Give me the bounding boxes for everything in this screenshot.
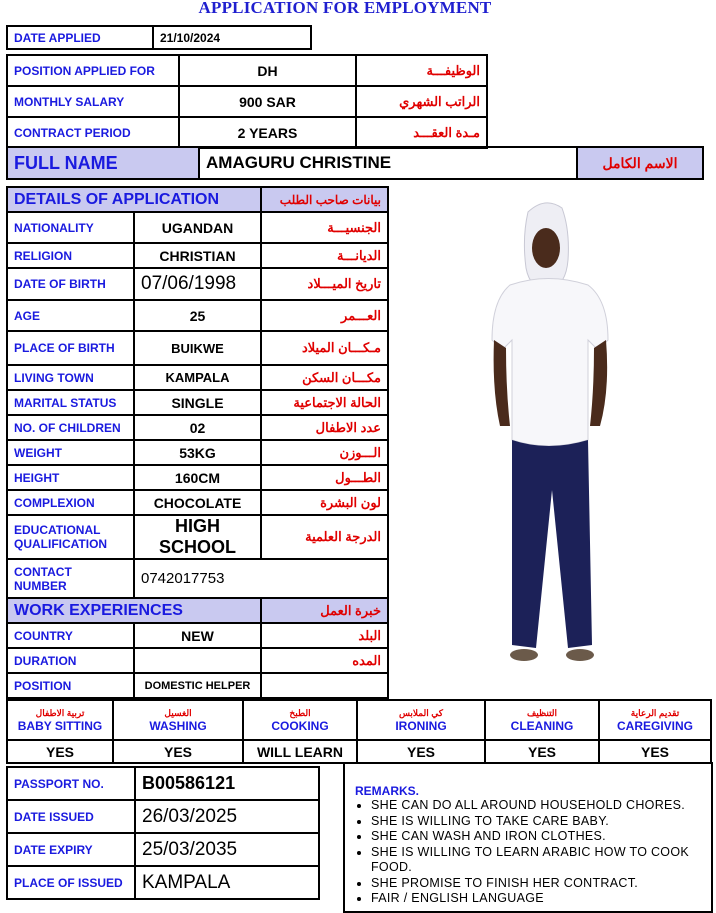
details-table (6, 186, 389, 599)
skill-header-baby-sitting (7, 700, 113, 740)
remark-item: • SHE IS WILLING TO TAKE CARE BABY. (371, 814, 703, 830)
skill-en: BABY SITTING (17, 718, 103, 733)
nationality-value: UGANDAN (134, 212, 261, 243)
skill-header-washing (113, 700, 243, 740)
page-title: APPLICATION FOR EMPLOYMENT (198, 0, 492, 17)
duration-label-ar: المده (261, 648, 388, 673)
age-label-ar: العـــمر (261, 300, 388, 331)
full-name-value: AMAGURU CHRISTINE (199, 147, 577, 179)
marital-status-label: MARITAL STATUS (7, 390, 134, 415)
skill-en: COOKING (271, 718, 329, 733)
nationality-label-ar: الجنسيـــة (261, 212, 388, 243)
skill-ar: تقديم الرعاية (630, 707, 680, 718)
contact-value: 0742017753 (134, 559, 261, 598)
education-label-ar: الدرجة العلمية (261, 515, 388, 559)
weight-label-ar: الـــوزن (261, 440, 388, 465)
date-applied-label: DATE APPLIED (7, 26, 153, 49)
contract-label: CONTRACT PERIOD (7, 117, 179, 148)
date-issued-value: 26/03/2025 (135, 800, 319, 833)
skill-header-caregiving (599, 700, 711, 740)
children-label-ar: عدد الاطفال (261, 415, 388, 440)
details-header: DETAILS OF APPLICATION (7, 187, 261, 212)
children-label: NO. OF CHILDREN (7, 415, 134, 440)
remark-item: • SHE CAN WASH AND IRON CLOTHES. (371, 829, 703, 845)
remarks-list (355, 798, 703, 907)
marital-status-label-ar: الحالة الاجتماعية (261, 390, 388, 415)
date-issued-label: DATE ISSUED (7, 800, 135, 833)
skill-en: CLEANING (510, 718, 574, 733)
salary-label-ar: الراتب الشهري (356, 86, 487, 117)
details-header-ar: بيانات صاحب الطلب (261, 187, 388, 212)
country-value: NEW (134, 623, 261, 648)
height-value: 160CM (134, 465, 261, 490)
passport-table (6, 766, 320, 900)
contact-label: CONTACT NUMBER (7, 559, 134, 598)
remark-item: • SHE IS WILLING TO LEARN ARABIC HOW TO COOK FOOD. (371, 845, 703, 876)
work-header-ar: خبرة العمل (261, 598, 388, 623)
skill-ar: كي الملابس (398, 707, 444, 718)
skill-header-cleaning (485, 700, 599, 740)
skill-value-cleaning: YES (485, 740, 599, 763)
position-label: POSITION APPLIED FOR (7, 55, 179, 86)
remarks-box (343, 762, 713, 913)
place-of-birth-label-ar: مـكـــان الميلاد (261, 331, 388, 365)
full-name-label-ar: الاسم الكامل (577, 147, 703, 179)
complexion-label-ar: لون البشرة (261, 490, 388, 515)
duration-value (134, 648, 261, 673)
skill-en: WASHING (149, 718, 207, 733)
skill-value-caregiving: YES (599, 740, 711, 763)
work-position-label: POSITION (7, 673, 134, 698)
skill-en: IRONING (395, 718, 447, 733)
duration-label: DURATION (7, 648, 134, 673)
height-label: HEIGHT (7, 465, 134, 490)
date-applied-table (6, 25, 312, 50)
weight-value: 53KG (134, 440, 261, 465)
age-label: AGE (7, 300, 134, 331)
skill-value-ironing: YES (357, 740, 485, 763)
full-name-table (6, 146, 704, 180)
living-town-value: KAMPALA (134, 365, 261, 390)
age-value: 25 (134, 300, 261, 331)
applicant-photo (470, 190, 630, 680)
position-table (6, 54, 488, 149)
skill-header-cooking (243, 700, 357, 740)
skill-ar: الطبخ (289, 707, 311, 718)
contract-value: 2 YEARS (179, 117, 356, 148)
work-position-value: DOMESTIC HELPER (134, 673, 261, 698)
position-value: DH (179, 55, 356, 86)
date-expiry-label: DATE EXPIRY (7, 833, 135, 866)
position-label-ar: الوظيفـــة (356, 55, 487, 86)
marital-status-value: SINGLE (134, 390, 261, 415)
education-value: HIGH SCHOOL (134, 515, 261, 559)
skills-table (6, 699, 712, 764)
work-table (6, 597, 389, 699)
children-value: 02 (134, 415, 261, 440)
country-label: COUNTRY (7, 623, 134, 648)
country-label-ar: البلد (261, 623, 388, 648)
remark-item: • SHE PROMISE TO FINISH HER CONTRACT. (371, 876, 703, 892)
living-town-label-ar: مكـــان السكن (261, 365, 388, 390)
skill-ar: الغسيل (164, 707, 192, 718)
nationality-label: NATIONALITY (7, 212, 134, 243)
salary-label: MONTHLY SALARY (7, 86, 179, 117)
work-position-label-ar (261, 673, 388, 698)
weight-label: WEIGHT (7, 440, 134, 465)
skill-value-baby-sitting: YES (7, 740, 113, 763)
religion-label-ar: الديانـــة (261, 243, 388, 268)
religion-label: RELIGION (7, 243, 134, 268)
remark-item: • FAIR / ENGLISH LANGUAGE (371, 891, 703, 907)
place-issued-value: KAMPALA (135, 866, 319, 899)
contract-label-ar: مـدة العقـــد (356, 117, 487, 148)
place-of-birth-label: PLACE OF BIRTH (7, 331, 134, 365)
passport-no-value: B00586121 (135, 767, 319, 800)
date-expiry-value: 25/03/2035 (135, 833, 319, 866)
date-applied-value: 21/10/2024 (153, 26, 311, 49)
place-of-birth-value: BUIKWE (134, 331, 261, 365)
skill-ar: تربية الاطفال (35, 707, 85, 718)
education-label: EDUCATIONAL QUALIFICATION (7, 515, 134, 559)
remark-item: • SHE CAN DO ALL AROUND HOUSEHOLD CHORES. (371, 798, 703, 814)
skill-value-washing: YES (113, 740, 243, 763)
complexion-value: CHOCOLATE (134, 490, 261, 515)
dob-label: DATE OF BIRTH (7, 268, 134, 300)
dob-label-ar: تاريخ الميـــلاد (261, 268, 388, 300)
place-issued-label: PLACE OF ISSUED (7, 866, 135, 899)
skill-value-cooking: WILL LEARN (243, 740, 357, 763)
skill-ar: التنظيف (526, 707, 558, 718)
salary-value: 900 SAR (179, 86, 356, 117)
living-town-label: LIVING TOWN (7, 365, 134, 390)
passport-no-label: PASSPORT NO. (7, 767, 135, 800)
religion-value: CHRISTIAN (134, 243, 261, 268)
remarks-title: REMARKS. (355, 784, 420, 798)
height-label-ar: الطـــول (261, 465, 388, 490)
skill-header-ironing (357, 700, 485, 740)
work-header: WORK EXPERIENCES (7, 598, 261, 623)
dob-value: 07/06/1998 (134, 268, 261, 300)
full-name-label: FULL NAME (7, 147, 199, 179)
complexion-label: COMPLEXION (7, 490, 134, 515)
contact-empty-cell (261, 559, 388, 598)
skill-en: CAREGIVING (616, 718, 693, 733)
